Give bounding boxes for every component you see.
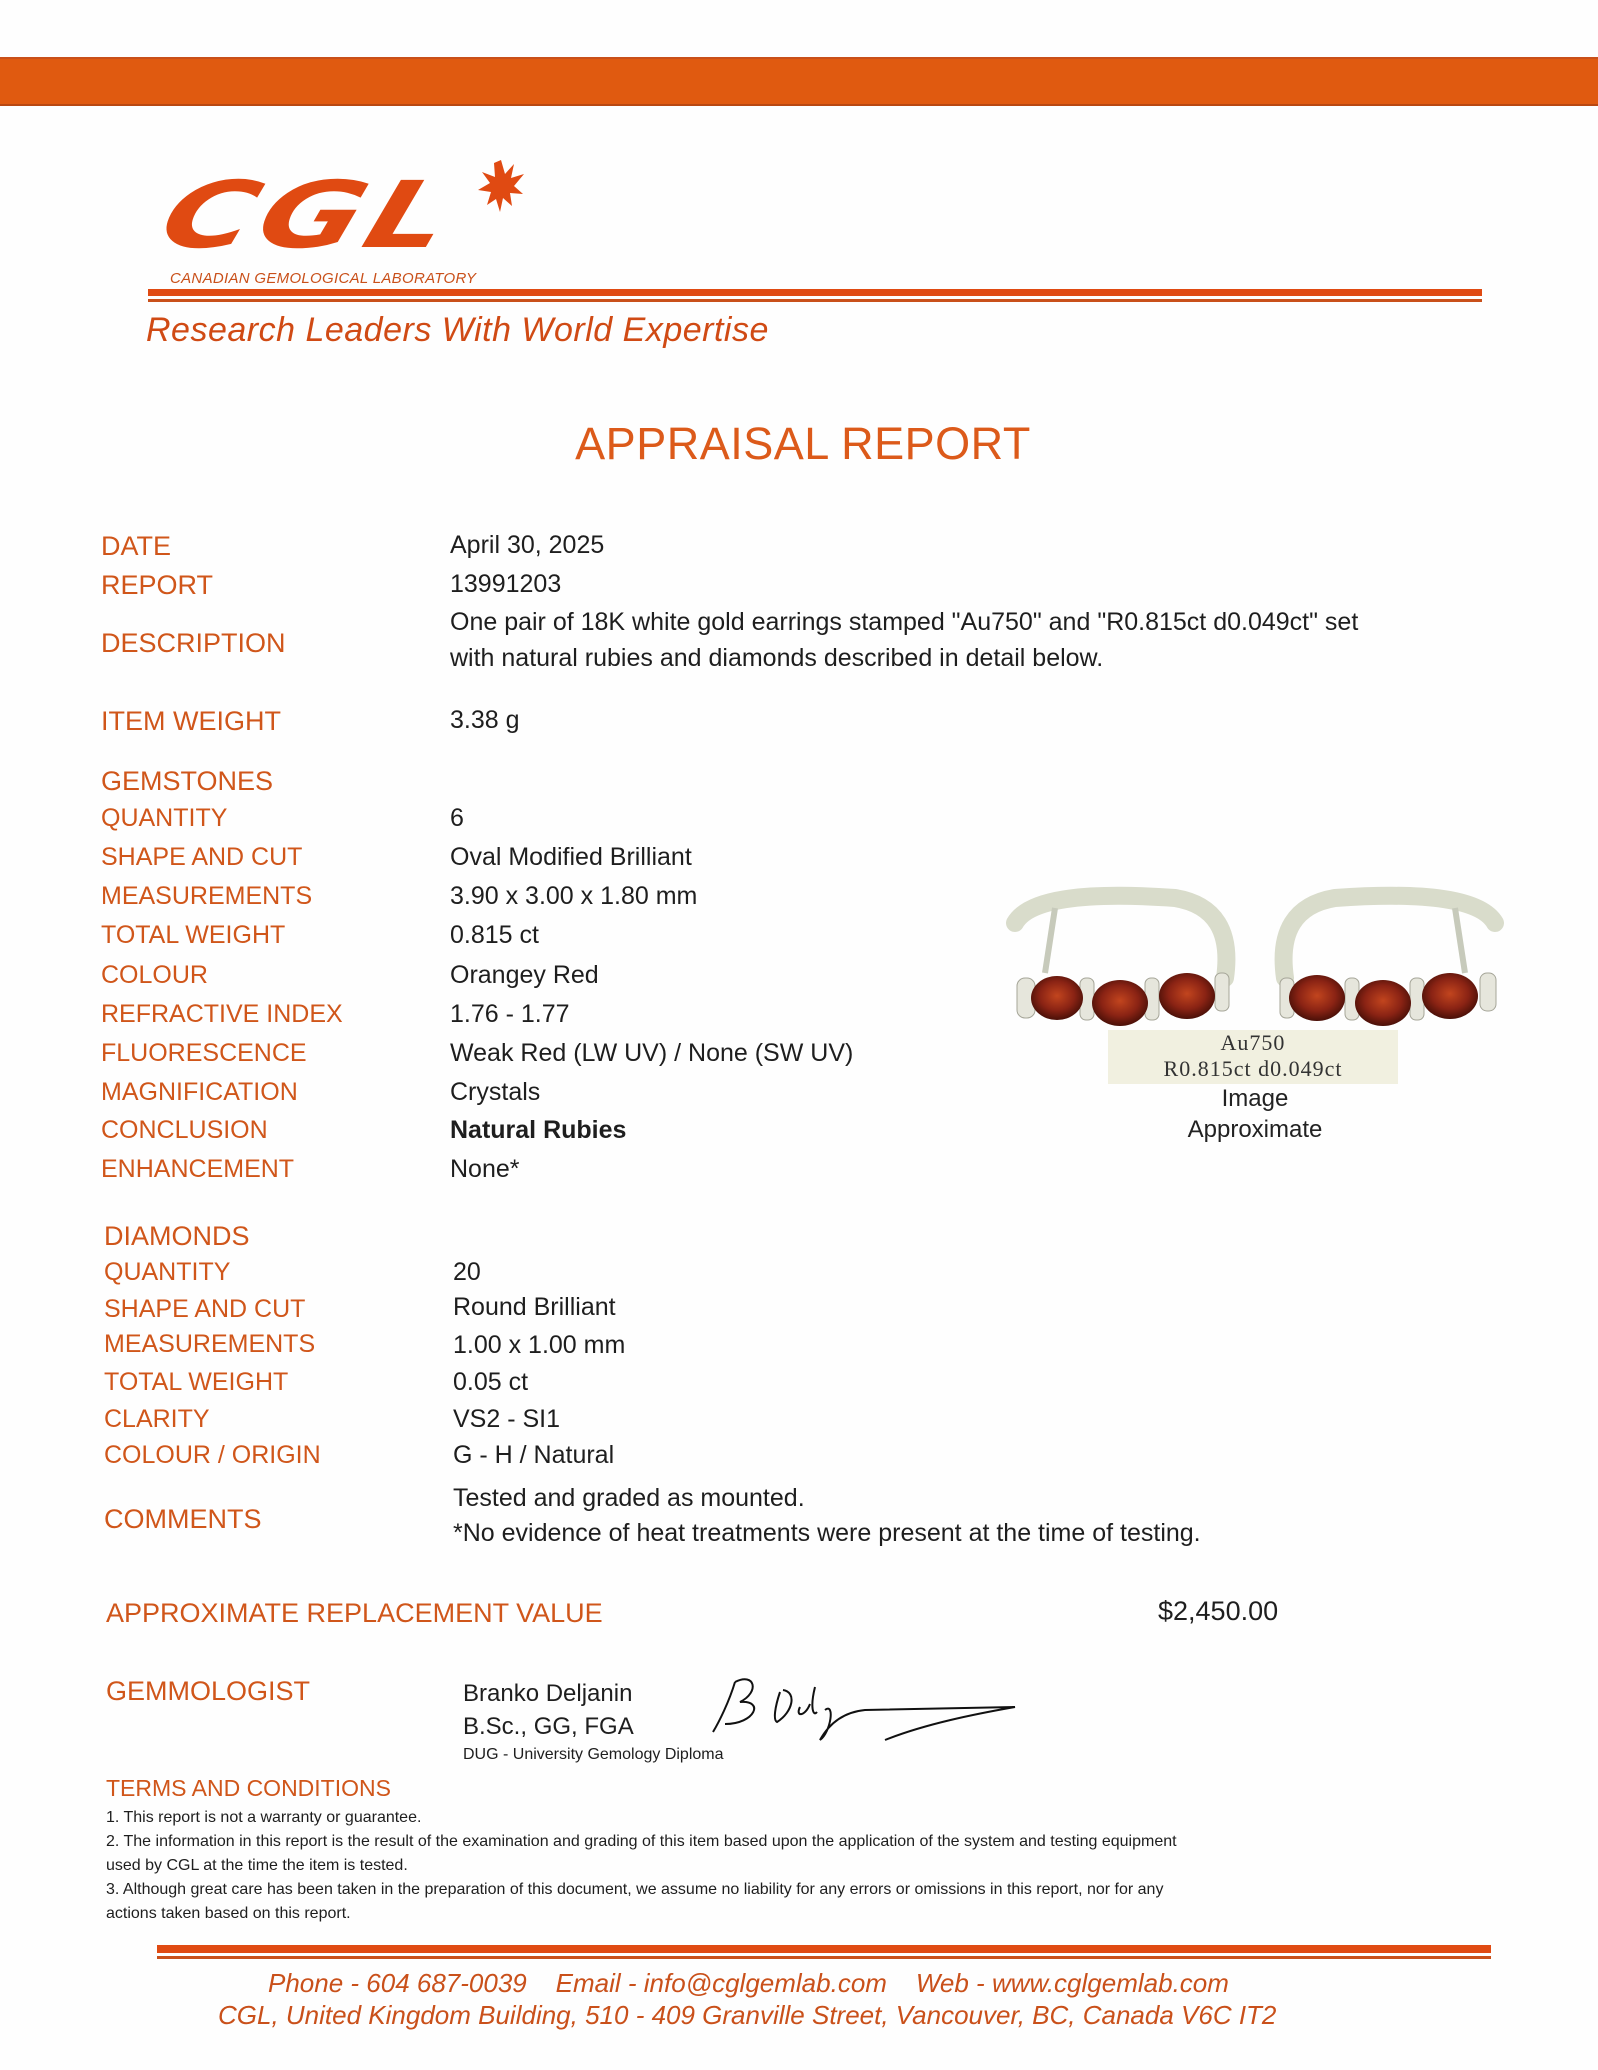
dia-colour-origin-label: COLOUR / ORIGIN: [104, 1441, 321, 1469]
dia-shape-label: SHAPE AND CUT: [104, 1295, 306, 1323]
replacement-value-label: APPROXIMATE REPLACEMENT VALUE: [106, 1598, 603, 1628]
dia-quantity-label: QUANTITY: [104, 1258, 231, 1286]
header-rule-thin: [148, 299, 1482, 302]
gemstones-heading: GEMSTONES: [101, 766, 274, 796]
dia-shape-value: Round Brilliant: [453, 1293, 616, 1321]
gem-shape-value: Oval Modified Brilliant: [450, 843, 692, 871]
page-title: APPRAISAL REPORT: [575, 418, 1031, 469]
terms-line-4: 3. Although great care has been taken in the preparation of this document, we assume no liability for any errors or omissions in this report, nor for any: [106, 1881, 1164, 1898]
top-banner-bar: [0, 57, 1598, 106]
gemmologist-name: Branko Deljanin: [463, 1680, 633, 1707]
report-label: REPORT: [101, 570, 214, 600]
earrings-photo: [995, 878, 1520, 1043]
gemmologist-diploma: DUG - University Gemology Diploma: [463, 1746, 724, 1763]
dia-total-weight-value: 0.05 ct: [453, 1368, 529, 1396]
dia-measurements-value: 1.00 x 1.00 mm: [453, 1331, 626, 1359]
gem-shape-label: SHAPE AND CUT: [101, 843, 303, 871]
gem-magnification-label: MAGNIFICATION: [101, 1078, 298, 1106]
diamonds-heading: DIAMONDS: [104, 1221, 250, 1251]
description-line-2: with natural rubies and diamonds described in detail below.: [450, 644, 1104, 672]
dia-quantity-value: 20: [453, 1258, 481, 1286]
image-caption-line-1: Image: [1221, 1085, 1289, 1112]
gem-ri-value: 1.76 - 1.77: [450, 1000, 570, 1028]
lab-name: CANADIAN GEMOLOGICAL LABORATORY: [170, 270, 477, 287]
gemmologist-label: GEMMOLOGIST: [106, 1676, 311, 1706]
dia-total-weight-label: TOTAL WEIGHT: [104, 1368, 289, 1396]
gem-total-weight-label: TOTAL WEIGHT: [101, 921, 286, 949]
terms-line-3: used by CGL at the time the item is tested.: [106, 1857, 408, 1874]
dia-clarity-label: CLARITY: [104, 1405, 210, 1433]
terms-line-2: 2. The information in this report is the result of the examination and grading of this item based upon the application of the system and testing equipment: [106, 1833, 1177, 1850]
footer-address: CGL, United Kingdom Building, 510 - 409 Granville Street, Vancouver, BC, Canada V6C IT2: [218, 2000, 1277, 2030]
description-label: DESCRIPTION: [101, 628, 286, 658]
dia-measurements-label: MEASUREMENTS: [104, 1330, 316, 1358]
gemmologist-signature: [705, 1662, 1025, 1752]
gem-colour-label: COLOUR: [101, 961, 208, 989]
gem-fluorescence-value: Weak Red (LW UV) / None (SW UV): [450, 1039, 854, 1067]
item-weight-value: 3.38 g: [450, 706, 520, 734]
replacement-value-amount: $2,450.00: [1158, 1596, 1279, 1626]
date-value: April 30, 2025: [450, 531, 605, 559]
terms-line-1: 1. This report is not a warranty or guarantee.: [106, 1809, 422, 1826]
comments-line-2: *No evidence of heat treatments were present at the time of testing.: [453, 1519, 1201, 1547]
stamp-line-2: R0.815ct d0.049ct: [1163, 1056, 1343, 1081]
gem-quantity-label: QUANTITY: [101, 804, 228, 832]
dia-clarity-value: VS2 - SI1: [453, 1405, 560, 1433]
comments-line-1: Tested and graded as mounted.: [453, 1484, 805, 1512]
cgl-logo: CGL: [147, 162, 471, 269]
gem-measurements-value: 3.90 x 3.00 x 1.80 mm: [450, 882, 698, 910]
terms-heading: TERMS AND CONDITIONS: [106, 1775, 391, 1801]
gem-conclusion-value: Natural Rubies: [450, 1116, 627, 1144]
gem-quantity-value: 6: [450, 804, 464, 832]
gem-conclusion-label: CONCLUSION: [101, 1116, 268, 1144]
gem-enhancement-value: None*: [450, 1155, 520, 1183]
gem-ri-label: REFRACTIVE INDEX: [101, 1000, 343, 1028]
gem-measurements-label: MEASUREMENTS: [101, 882, 313, 910]
gem-enhancement-label: ENHANCEMENT: [101, 1155, 295, 1183]
stamp-line-1: Au750: [1220, 1030, 1286, 1055]
description-line-1: One pair of 18K white gold earrings stamped "Au750" and "R0.815ct d0.049ct" set: [450, 608, 1359, 636]
gem-total-weight-value: 0.815 ct: [450, 921, 539, 949]
header-rule-thick: [148, 289, 1482, 296]
footer-contact: Phone - 604 687-0039 Email - info@cglgemlab.com Web - www.cglgemlab.com: [268, 1968, 1229, 1998]
gemmologist-credentials: B.Sc., GG, FGA: [463, 1713, 634, 1740]
footer-rule-thin: [157, 1956, 1491, 1959]
item-weight-label: ITEM WEIGHT: [101, 706, 281, 736]
footer-rule-thick: [157, 1945, 1491, 1953]
gem-magnification-value: Crystals: [450, 1078, 541, 1106]
stamp-closeup: [1108, 1030, 1398, 1084]
image-caption-line-2: Approximate: [1187, 1116, 1323, 1143]
maple-star-icon: [478, 160, 524, 235]
terms-line-5: actions taken based on this report.: [106, 1905, 351, 1922]
comments-label: COMMENTS: [104, 1504, 262, 1534]
dia-colour-origin-value: G - H / Natural: [453, 1441, 615, 1469]
report-number: 13991203: [450, 570, 562, 598]
gem-colour-value: Orangey Red: [450, 961, 599, 989]
tagline: Research Leaders With World Expertise: [146, 311, 769, 349]
gem-fluorescence-label: FLUORESCENCE: [101, 1039, 307, 1067]
date-label: DATE: [101, 531, 172, 561]
